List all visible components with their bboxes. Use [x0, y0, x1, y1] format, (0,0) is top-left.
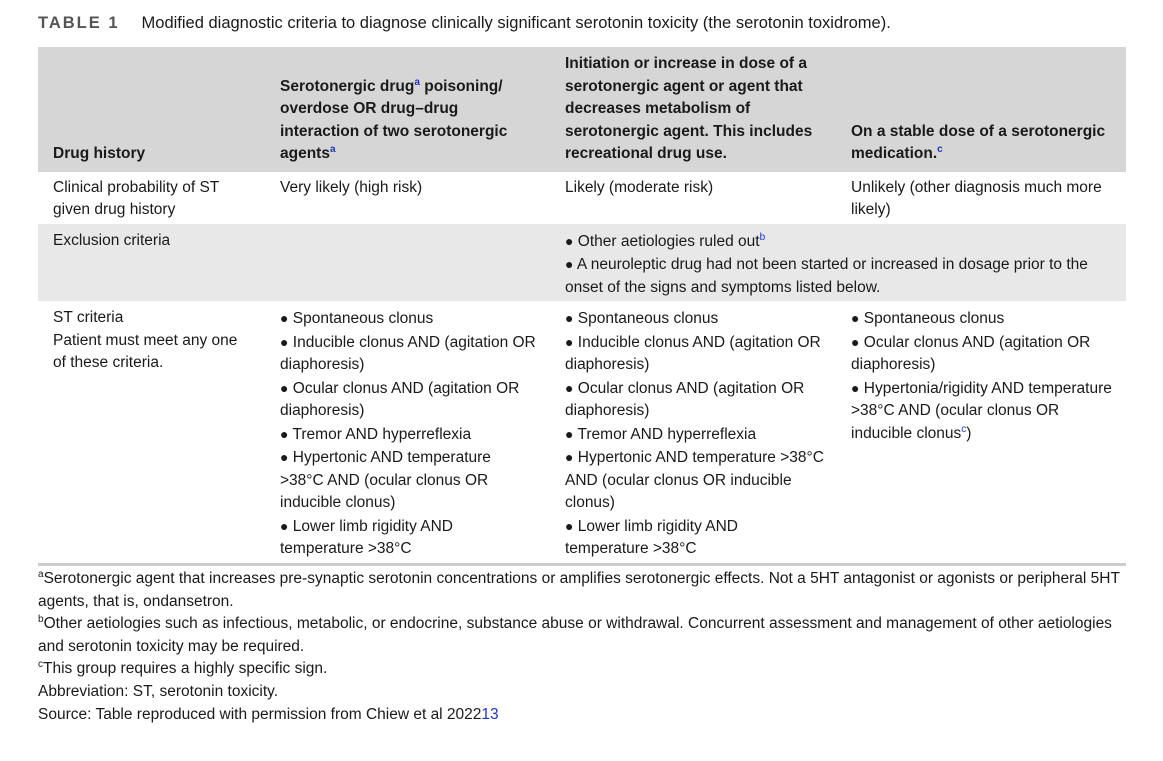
list-item: ● Tremor AND hyperreflexia [280, 425, 472, 443]
criteria-list-low [836, 301, 1126, 564]
source-note: Source: Table reproduced with permission from Chiew et al 202213 [38, 705, 499, 723]
bullet-icon: ● [280, 310, 289, 326]
table-row-exclusion [38, 224, 1126, 302]
footnote-b: $^b$Other aetiologies such as infectious, metabolic, or endocrine, substance abuse or withdrawal. Concurrent assessment and management of other aetiologies and serotonin toxicity may be required. [38, 614, 1112, 655]
list-item: ● Ocular clonus AND (agitation OR diaphoresis) [280, 379, 520, 419]
row-label: ST criteria Patient must meet any one of these criteria. [38, 301, 265, 564]
table-label: TABLE 1 [38, 14, 120, 32]
footnote-mark[interactable]: b [759, 231, 766, 243]
list-item: ● A neuroleptic drug had not been started or increased in dosage prior to the onset of the signs and symptoms listed below. [565, 256, 1088, 296]
table-row-probability [38, 172, 1126, 224]
table-row-criteria [38, 301, 1126, 564]
criteria-list-high [265, 301, 550, 564]
header-stable-dose: On a stable dose of a serotonergic medication.$^c$ [836, 47, 1126, 172]
list-item: ● Hypertonic AND temperature >38°C AND (ocular clonus OR inducible clonus) [565, 449, 824, 511]
footnote-mark[interactable]: c [937, 144, 943, 155]
list-item: ● Lower limb rigidity AND temperature >38°C [565, 517, 738, 557]
table-footnotes [38, 568, 1128, 726]
header-poisoning: Serotonergic drug$^a$ poisoning/ overdose OR drug–drug interaction of two serotonergic agents$^a$ [265, 47, 550, 172]
bullet-icon: ● [280, 425, 289, 442]
footnote-marker: b [38, 614, 44, 626]
footnote-mark[interactable]: a [329, 144, 336, 155]
footnote-marker: c [38, 659, 43, 671]
list-item: ● Ocular clonus AND (agitation OR diaphoresis) [851, 333, 1091, 373]
footnote-a: $^a$Serotonergic agent that increases pre-synaptic serotonin concentrations or amplifies serotonergic effects. Not a 5HT antagonist or agonists or peripheral 5HT agents, that is, ondansetron. [38, 569, 1120, 610]
list-item: ● Lower limb rigidity AND temperature >38°C [280, 517, 453, 557]
bullet-icon: ● [280, 333, 289, 350]
bullet-icon: ● [280, 379, 289, 396]
row-label: Clinical probability of ST given drug history [53, 178, 219, 218]
exclusion-items [550, 224, 1126, 302]
list-item: ● Spontaneous clonus [280, 310, 434, 327]
bullet-icon: ● [851, 379, 860, 396]
list-item: ● Hypertonia/rigidity AND temperature >38°C AND (ocular clonus OR inducible clonus$^c$) [851, 379, 1112, 442]
bullet-icon: ● [565, 517, 574, 534]
bullet-icon: ● [565, 333, 574, 350]
list-item: ● Tremor AND hyperreflexia [565, 425, 757, 443]
bullet-icon: ● [280, 449, 289, 465]
bullet-icon: ● [565, 310, 574, 326]
bullet-icon: ● [280, 517, 289, 534]
bullet-icon: ● [851, 310, 860, 326]
criteria-list-moderate [550, 301, 836, 564]
list-item: ● Spontaneous clonus [851, 310, 1005, 327]
table-cell: Very likely (high risk) [280, 178, 423, 196]
bullet-icon: ● [565, 232, 574, 249]
table-header-row [38, 47, 1126, 172]
reference-link[interactable]: 13 [481, 705, 499, 723]
table-caption [38, 14, 891, 33]
list-item: ● Other aetiologies ruled out$^b$ [565, 231, 766, 250]
bullet-icon: ● [851, 333, 860, 350]
table-cell: Likely (moderate risk) [565, 178, 714, 196]
bullet-icon: ● [565, 379, 574, 396]
row-label: Exclusion criteria [38, 224, 265, 302]
table-cell: Unlikely (other diagnosis much more likely) [851, 178, 1102, 218]
bullet-icon: ● [565, 449, 574, 465]
list-item: ● Spontaneous clonus [565, 310, 719, 327]
footnote-mark[interactable]: c [961, 423, 967, 435]
bullet-icon: ● [565, 256, 574, 272]
list-item: ● Inducible clonus AND (agitation OR diaphoresis) [565, 333, 821, 373]
footnote-marker: a [38, 569, 44, 580]
table-cell [265, 224, 550, 302]
header-drug-history: Drug history [38, 47, 265, 172]
criteria-table [38, 47, 1126, 566]
footnote-mark[interactable]: a [414, 76, 420, 88]
table-title: Modified diagnostic criteria to diagnose clinically significant serotonin toxicity (the serotonin toxidrome). [141, 14, 891, 32]
list-item: ● Ocular clonus AND (agitation OR diaphoresis) [565, 379, 805, 419]
list-item: ● Hypertonic AND temperature >38°C AND (ocular clonus OR inducible clonus) [280, 449, 491, 511]
bullet-icon: ● [565, 425, 574, 442]
list-item: ● Inducible clonus AND (agitation OR diaphoresis) [280, 333, 536, 373]
abbreviation-note: Abbreviation: ST, serotonin toxicity. [38, 682, 279, 700]
header-initiation: Initiation or increase in dose of a serotonergic agent or agent that decreases metabolism of serotonergic agent. This includes recreational drug use. [550, 47, 836, 172]
footnote-c: $^c$This group requires a highly specific sign. [38, 659, 328, 678]
